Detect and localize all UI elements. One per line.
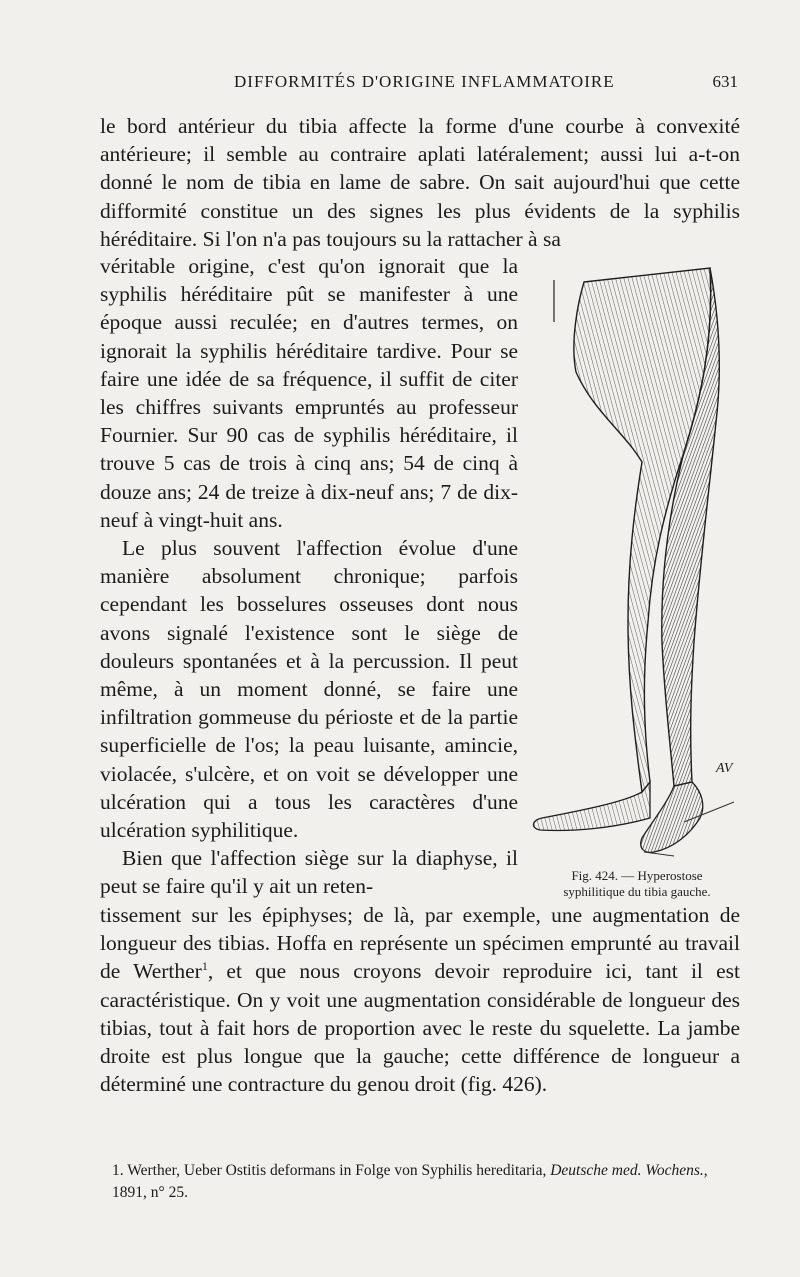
paragraph-epiphyses-lead: Bien que l'affection siège sur la diaphyse, il peut se faire qu'il y ait un reten- (100, 846, 518, 899)
figure-leg-illustration (524, 262, 746, 862)
body-text-top (100, 112, 740, 253)
footnote-reference[interactable]: 1 (201, 959, 208, 974)
page-number: 631 (712, 72, 738, 91)
engraver-signature: AV (716, 761, 733, 776)
foot-right-shape (533, 782, 650, 831)
paragraph-epiphyses-part1: tissement sur les épiphyses; de là, par exemple, une augmentation de longueur des tibias. Hoffa en représente un spécimen emprunté au travail de Werther (100, 903, 740, 984)
footnote (112, 1160, 740, 1204)
paragraph-frequency: véritable origine, c'est qu'on ignorait que la syphilis héréditaire pût se manifester à une époque aussi reculée; en d'autres termes, on ignorait la syphilis héréditaire tardive. Pour se faire une idée de sa fréquence, il suffit de citer les chiffres suivants empruntés au professeur Fournier. Sur 90 cas de syphilis héréditaire, il trouve 5 cas de trois à cinq ans; 54 de cinq à douze ans; 24 de treize à dix-neuf ans; 7 de dix-neuf à vingt-huit ans. (100, 254, 518, 532)
footnote-number: 1. (112, 1162, 124, 1179)
paragraph-evolution: Le plus souvent l'affection évolue d'une manière absolument chronique; parfois cependant les bosselures osseuses dont nous avons signalé l'existence sont le siège de douleurs spontanées et à la percussion. Il peut même, à un moment donné, se faire une infiltration gommeuse du périoste et de la partie superficielle de l'os; la peau luisante, amincie, violacée, s'ulcère, et on voit se développer une ulcération qui a tous les caractères d'une ulcération syphilitique. (100, 536, 518, 843)
footnote-text: Werther, Ueber Ostitis deformans in Folge von Syphilis hereditaria, (127, 1162, 547, 1179)
running-head: DIFFORMITÉS D'ORIGINE INFLAMMATOIRE (234, 72, 615, 91)
paragraph-epiphyses-rest (100, 901, 740, 1098)
paragraph-epiphyses-part2: , et que nous croyons devoir reproduire ici, tant il est caractéristique. On y voit une augmentation considérable de longueur des tibias, tout à fait hors de proportion avec le reste du squelette. La jambe droite est plus longue que la gauche; cette différence de longueur a déterminé une contracture du genou droit (fig. 426). (100, 959, 740, 1097)
page-header (100, 70, 740, 96)
body-text-wrapped (100, 252, 518, 901)
footnote-citation-tail: , 1891, n° 25. (112, 1162, 708, 1201)
caption-line-2: syphilitique du tibia gauche. (563, 884, 711, 899)
footnote-journal: Deutsche med. Wochens. (550, 1162, 704, 1179)
leg-drawing (524, 262, 746, 862)
caption-line-1: Fig. 424. — Hyperostose (571, 868, 703, 883)
paragraph-continuation: le bord antérieur du tibia affecte la forme d'une courbe à convexité antérieure; il semble au contraire aplati latéralement; aussi lui a-t-on donné le nom de tibia en lame de sabre. On sait aujourd'hui que cette difformité constitue un des signes les plus évidents de la syphilis héréditaire. Si l'on n'a pas toujours su la rattacher à sa (100, 114, 740, 251)
body-text-bottom (100, 901, 740, 1098)
figure-caption (532, 868, 742, 900)
